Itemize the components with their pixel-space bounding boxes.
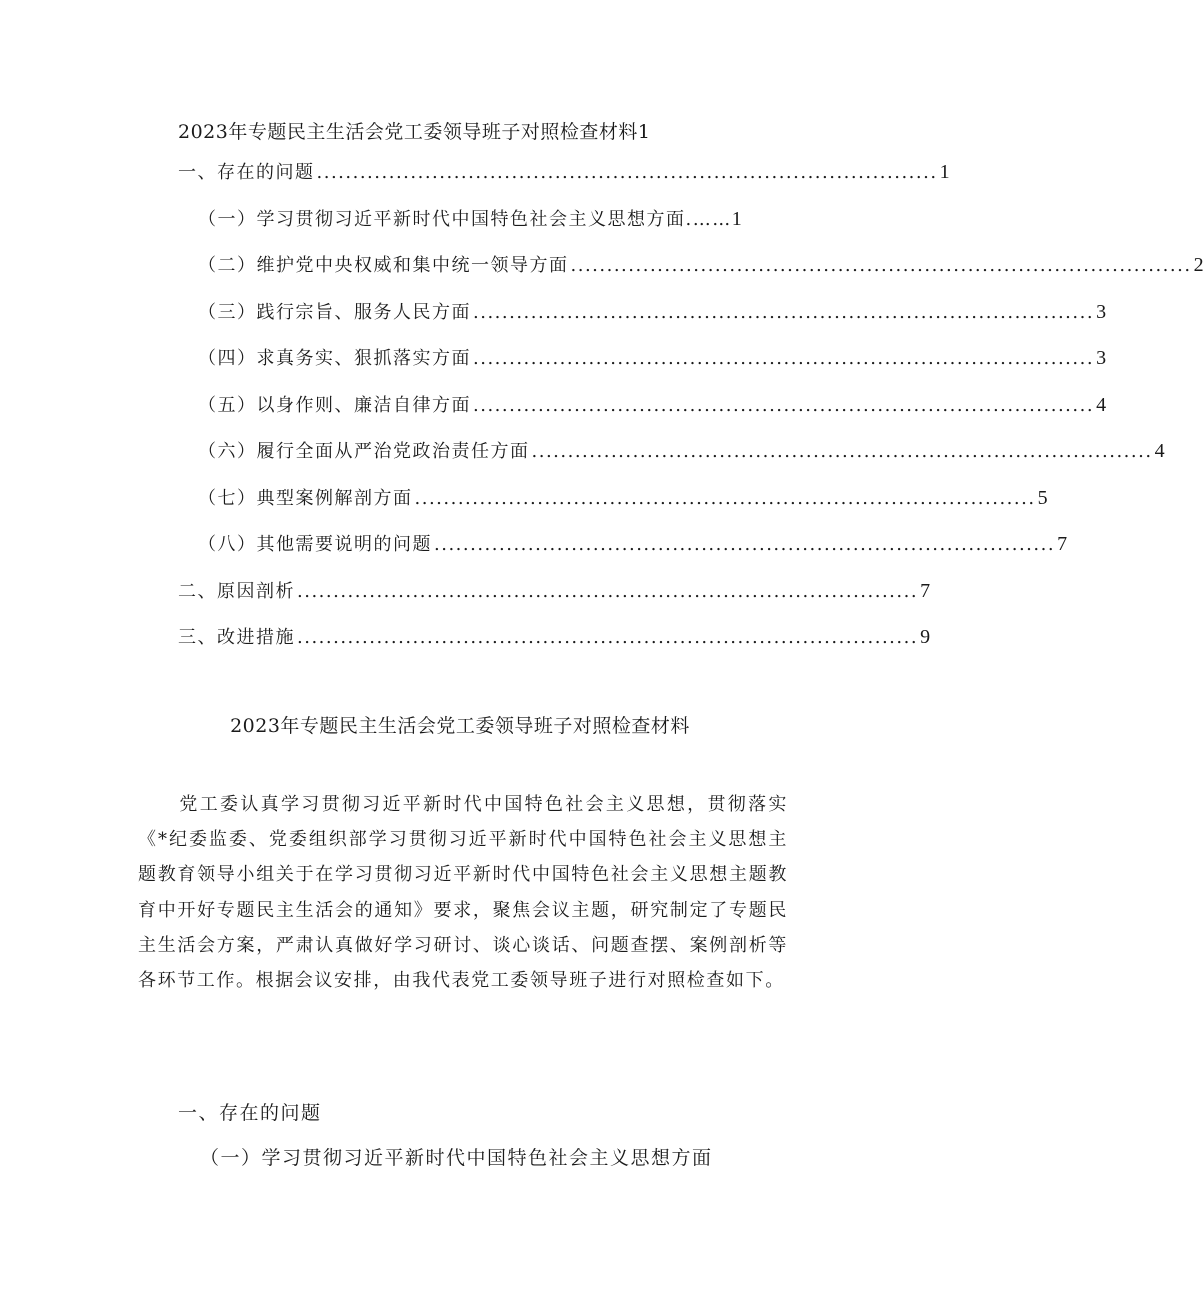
document-title: 2023年专题民主生活会党工委领导班子对照检查材料 [230, 715, 690, 737]
toc-entry[interactable] [178, 298, 1107, 345]
toc-leader-dots: ...................................................................................... [414, 487, 1036, 509]
toc-page-number: 7 [920, 579, 931, 602]
toc-page-number: 2 [1193, 254, 1204, 276]
intro-paragraph: 党工委认真学习贯彻习近平新时代中国特色社会主义思想，贯彻落实《*纪委监委、党委组织部学习贯彻习近平新时代中国特色社会主义思想主题教育领导小组关于在学习贯彻习近平新时代中国特色社会主义思想主题教育中开好专题民主生活会的通知》要求，聚焦会议主题，研究制定了专题民主生活会方案，严肃认真做好学习研讨、谈心谈话、问题查摆、案例剖析等各环节工作。根据会议安排，由我代表党工委领导班子进行对照检查如下。 [138, 794, 788, 992]
toc-entry-label: 二、原因剖析 [178, 580, 295, 602]
toc-leader-dots: ...................................................................................... [297, 580, 919, 602]
toc-entry-label: （八）其他需要说明的问题 [198, 534, 432, 555]
toc-entry-label: （二）维护党中央权威和集中统一领导方面 [198, 255, 569, 276]
toc-leader-dots: ...................................................................................... [570, 255, 1192, 276]
toc-entry[interactable] [178, 251, 1204, 298]
toc-page-number: 1 [939, 161, 950, 183]
toc-page-number: 7 [1057, 533, 1068, 555]
toc-page-number: 1 [731, 207, 742, 230]
toc-entry[interactable] [178, 437, 1165, 484]
toc-leader-dots: ...................................................................................... [531, 441, 1153, 462]
toc-page-number: 9 [920, 626, 931, 648]
subsection-heading: （一）学习贯彻习近平新时代中国特色社会主义思想方面 [200, 1147, 713, 1169]
toc-leader-dots: ...................................................................................... [297, 627, 919, 648]
toc-entry[interactable] [178, 344, 1107, 391]
toc-entry[interactable] [178, 484, 1048, 531]
toc-entry-label: （三）践行宗旨、服务人民方面 [198, 301, 471, 323]
toc-entry-label: （一）学习贯彻习近平新时代中国特色社会主义思想方面.…… [198, 208, 732, 230]
toc-title: 2023年专题民主生活会党工委领导班子对照检查材料1 [178, 121, 651, 143]
toc-entry[interactable] [178, 623, 931, 670]
toc-entry-label: （七）典型案例解剖方面 [198, 487, 413, 509]
toc-leader-dots: ...................................................................................... [473, 301, 1095, 323]
toc-leader-dots: ...................................................................................... [316, 162, 938, 183]
toc-entry-label: 三、改进措施 [178, 627, 295, 648]
toc-page-number: 4 [1096, 393, 1107, 416]
toc-entry-label: （六）履行全面从严治党政治责任方面 [198, 441, 530, 462]
toc-entry[interactable] [178, 577, 931, 624]
toc-entry[interactable] [178, 391, 1107, 438]
table-of-contents [178, 158, 1204, 670]
toc-entry-label: （五）以身作则、廉洁自律方面 [198, 394, 471, 416]
toc-entry[interactable] [178, 205, 778, 252]
toc-leader-dots: ...................................................................................... [473, 348, 1095, 369]
toc-page-number: 5 [1037, 486, 1048, 509]
toc-entry-label: （四）求真务实、狠抓落实方面 [198, 348, 471, 369]
toc-page-number: 3 [1096, 347, 1107, 369]
toc-leader-dots: ...................................................................................... [434, 534, 1056, 555]
toc-entry[interactable] [178, 158, 950, 205]
toc-entry[interactable] [178, 530, 1068, 577]
toc-page-number: 3 [1096, 300, 1107, 323]
toc-page-number: 4 [1154, 440, 1165, 462]
toc-entry-label: 一、存在的问题 [178, 162, 315, 183]
toc-leader-dots: ...................................................................................... [473, 394, 1095, 416]
section-heading: 一、存在的问题 [178, 1102, 322, 1124]
